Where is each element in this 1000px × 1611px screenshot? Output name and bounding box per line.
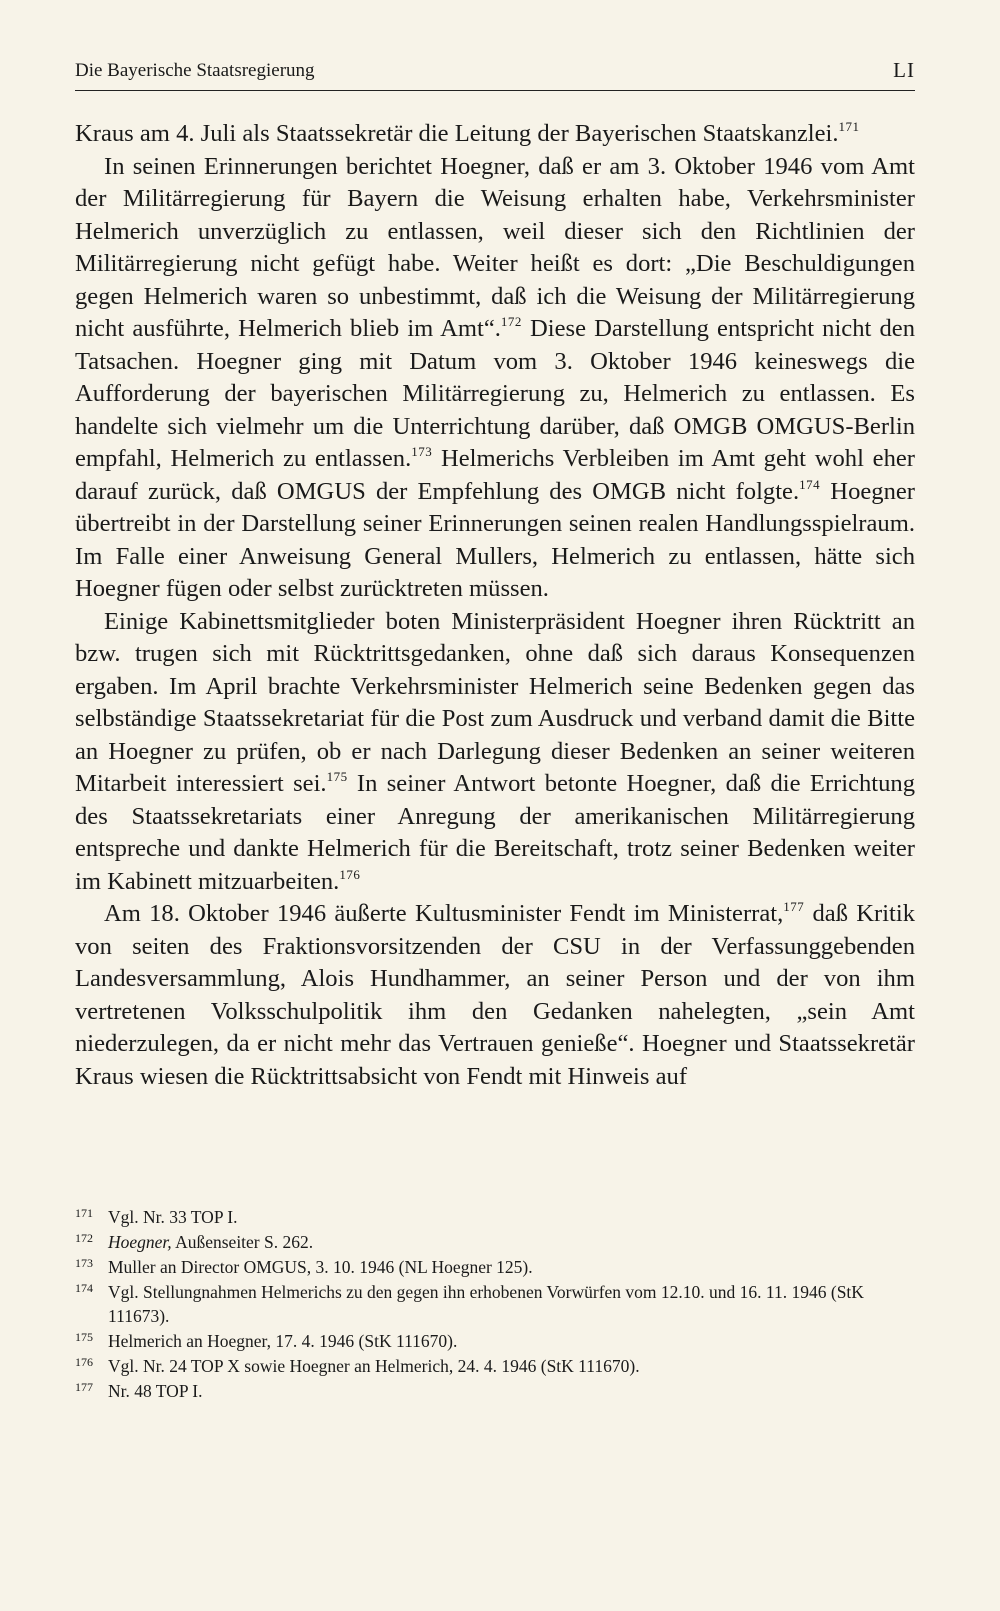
paragraph: [75, 898, 915, 1093]
footnote: [75, 1230, 915, 1254]
text-run: In seiner Antwort betonte Hoegner, daß die Errichtung des Staatssekretariats einer Anregung der amerikanischen Militärregierung entspreche und dankte Helmerich für die Bereitschaft, trotz seiner Bedenken weiter im Kabinett mitzuarbeiten.: [75, 770, 916, 895]
footnote-text: [108, 1255, 915, 1279]
footnote-reference: 175: [326, 769, 348, 784]
text-run: Am 18. Oktober 1946 äußerte Kultusminister Fendt im Ministerrat,: [104, 900, 784, 927]
footnote-number: 171: [75, 1206, 93, 1220]
footnote-reference: 172: [500, 314, 522, 329]
footnote-reference: 171: [838, 119, 860, 134]
footnote-text-run: Außenseiter S. 262.: [171, 1232, 314, 1252]
footnote: [75, 1280, 915, 1328]
footnote-author: Hoegner,: [108, 1232, 172, 1252]
text-run: Kraus am 4. Juli als Staatssekretär die Leitung der Bayerischen Staatskanzlei.: [75, 120, 839, 147]
page-number: LI: [893, 58, 915, 82]
footnote-text: [108, 1379, 915, 1403]
footnote-text: [108, 1329, 915, 1353]
footnote-reference: 177: [783, 899, 805, 914]
footnote-text-run: Nr. 48 TOP I.: [108, 1381, 203, 1401]
running-head-title: Die Bayerische Staatsregierung: [75, 60, 315, 81]
text-run: In seinen Erinnerungen berichtet Hoegner, daß er am 3. Oktober 1946 vom Amt der Militärregierung für Bayern die Weisung erhalten habe, Verkehrsminister Helmerich unverzüglich zu entlassen, weil dieser sich den Richtlinien der Militärregierung nicht gefügt habe. Weiter heißt es dort: „Die Beschuldigungen gegen Helmerich waren so unbestimmt, daß ich die Weisung der Militärregierung nicht ausführte, Helmerich blieb im Amt“.: [75, 152, 915, 342]
footnote-text-run: Muller an Director OMGUS, 3. 10. 1946 (NL Hoegner 125).: [108, 1257, 533, 1277]
paragraph: [75, 118, 915, 151]
text-run: daß Kritik von seiten des Fraktionsvorsitzenden der CSU in der Verfassunggebenden Landesversammlung, Alois Hundhammer, an seiner Person und der von ihm vertretenen Volksschulpolitik ihm den Gedanken nahelegten, „sein Amt niederzulegen, da er nicht mehr das Vertrauen genieße“. Hoegner und Staatssekretär Kraus wiesen die Rücktrittsabsicht von Fendt mit Hinweis auf: [75, 900, 915, 1090]
footnote-text: [108, 1354, 915, 1378]
footnote-text: [108, 1280, 915, 1328]
footnote: [75, 1379, 915, 1403]
footnote: [75, 1354, 915, 1378]
footnote: [75, 1205, 915, 1229]
footnote-text: [108, 1205, 915, 1229]
text-run: Hoegner übertreibt in der Darstellung seiner Erinnerungen seinen realen Handlungsspielraum. Im Falle einer Anweisung General Mullers, Helmerich zu entlassen, hätte sich Hoegner fügen oder selbst zurücktreten müssen.: [75, 477, 915, 602]
footnote-number: 174: [75, 1281, 93, 1295]
footnote-number: 175: [75, 1330, 93, 1344]
footnote-reference: 174: [799, 476, 821, 492]
footnote-number: 177: [75, 1380, 93, 1394]
footnote-reference: 173: [411, 444, 433, 459]
footnote-number: 176: [75, 1355, 93, 1369]
paragraph: [75, 151, 915, 606]
main-text: [75, 118, 915, 1093]
footnote-number: 173: [75, 1256, 93, 1270]
paragraph: [75, 606, 915, 899]
text-run: Helmerichs Verbleiben im Amt geht wohl eher darauf zurück, daß OMGUS der Empfehlung des OMGB nicht folgte.: [75, 445, 915, 505]
footnote-text-run: Helmerich an Hoegner, 17. 4. 1946 (StK 111670).: [108, 1331, 458, 1351]
footnote-text-run: Vgl. Nr. 33 TOP I.: [108, 1207, 238, 1227]
footnote-text-run: Vgl. Nr. 24 TOP X sowie Hoegner an Helmerich, 24. 4. 1946 (StK 111670).: [108, 1356, 640, 1376]
text-run: Diese Darstellung entspricht nicht den Tatsachen. Hoegner ging mit Datum vom 3. Oktober 1946 keineswegs die Aufforderung der bayerischen Militärregierung zu, Helmerich zu entlassen. Es handelte sich vielmehr um die Unterrichtung darüber, daß OMGB OMGUS-Berlin empfahl, Helmerich zu entlassen.: [75, 315, 915, 472]
running-head: [75, 58, 915, 91]
footnotes: [75, 1205, 915, 1404]
footnote-number: 172: [75, 1231, 93, 1245]
footnote-text-run: Vgl. Stellungnahmen Helmerichs zu den gegen ihn erhobenen Vorwürfen vom 12.10. und 16. 11. 1946 (StK 111673).: [108, 1282, 864, 1326]
footnote: [75, 1329, 915, 1353]
footnote-text: [108, 1230, 915, 1254]
footnote: [75, 1255, 915, 1279]
text-run: Einige Kabinettsmitglieder boten Ministerpräsident Hoegner ihren Rücktritt an bzw. trugen sich mit Rücktrittsgedanken, ohne daß sich daraus Konsequenzen ergaben. Im April brachte Verkehrsminister Helmerich seine Bedenken gegen das selbständige Staatssekretariat für die Post zum Ausdruck und verband damit die Bitte an Hoegner zu prüfen, ob er nach Darlegung dieser Bedenken an seiner weiteren Mitarbeit interessiert sei.: [75, 607, 915, 797]
footnote-reference: 176: [339, 866, 361, 882]
